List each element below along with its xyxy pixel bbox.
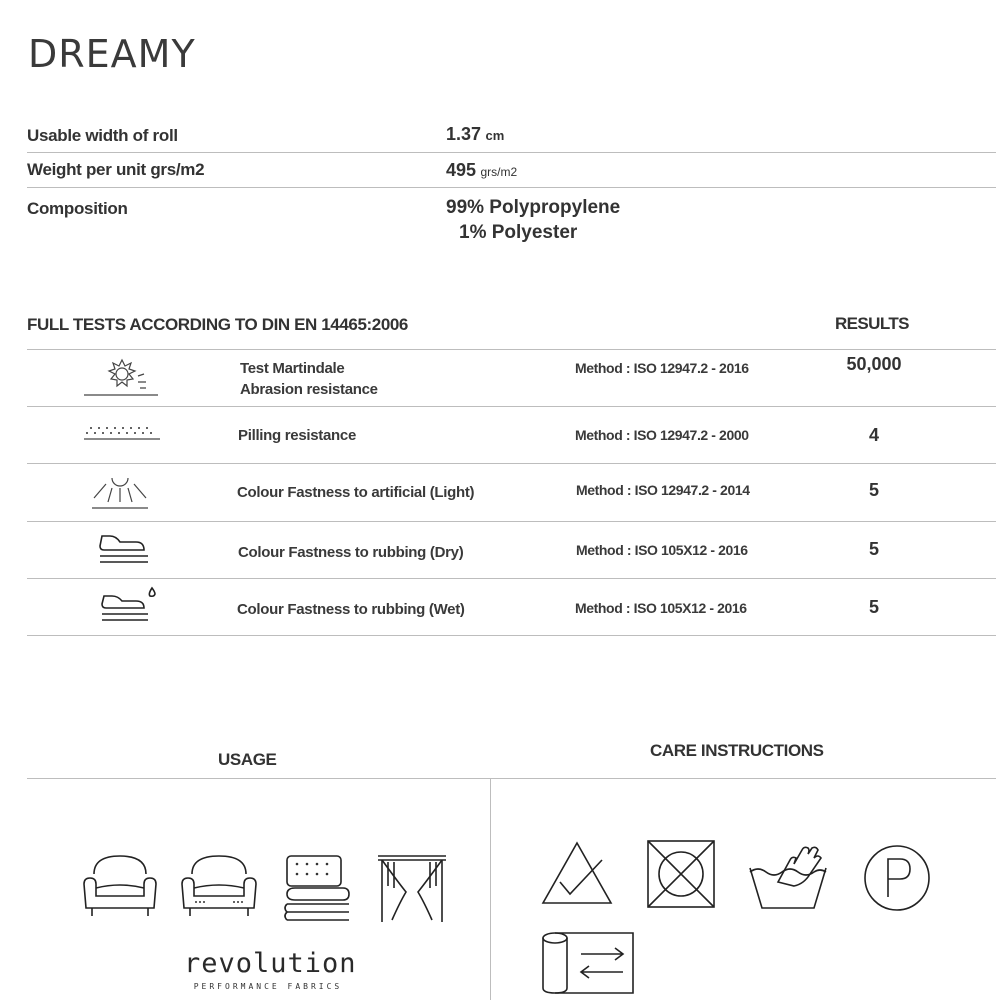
usage-heading: USAGE: [218, 750, 277, 769]
divider: [27, 463, 996, 464]
test-method: Method : ISO 105X12 - 2016: [575, 600, 747, 616]
spec-value-composition-2: 1% Polyester: [459, 222, 578, 243]
test-name: Colour Fastness to artificial (Light): [237, 484, 475, 501]
results-heading: RESULTS: [835, 314, 909, 333]
spec-label-width: Usable width of roll: [27, 126, 178, 145]
spec-value-width: 1.37 cm: [446, 124, 505, 144]
test-method: Method : ISO 12947.2 - 2014: [576, 482, 750, 498]
page-title: DREAMY: [28, 32, 196, 76]
test-name: Colour Fastness to rubbing (Dry): [238, 544, 464, 561]
professional-dry-clean-p-icon: [862, 843, 932, 918]
divider: [27, 578, 996, 579]
divider: [27, 187, 996, 188]
curtain-icon: [376, 852, 448, 929]
spec-label-composition: Composition: [27, 199, 128, 218]
pilling-icon: [82, 420, 162, 449]
divider: [27, 406, 996, 407]
divider: [27, 349, 996, 350]
bedding-icon: [283, 854, 353, 931]
test-name: Colour Fastness to rubbing (Wet): [237, 601, 465, 618]
do-not-tumble-dry-icon: [646, 839, 716, 914]
armchair-upholstered-icon: [178, 852, 260, 927]
divider: [27, 152, 996, 153]
test-method: Method : ISO 105X12 - 2016: [576, 542, 748, 558]
test-method: Method : ISO 12947.2 - 2000: [575, 427, 749, 443]
divider: [27, 635, 996, 636]
logo-subtext: PERFORMANCE FABRICS: [193, 982, 343, 991]
roll-direction-icon: [541, 930, 637, 1001]
tests-heading: FULL TESTS ACCORDING TO DIN EN 14465:2006: [27, 315, 408, 334]
test-result: 5: [868, 480, 879, 500]
revolution-logo: [184, 948, 357, 991]
martindale-abrasion-icon: [82, 352, 162, 403]
divider: [27, 778, 996, 779]
light-fastness-icon: [90, 470, 150, 519]
spec-value-composition-1: 99% Polypropylene: [446, 197, 621, 218]
armchair-icon: [80, 852, 160, 927]
test-result: 4: [868, 425, 879, 445]
test-method: Method : ISO 12947.2 - 2016: [575, 360, 749, 376]
test-result: 5: [868, 539, 879, 559]
spec-label-weight: Weight per unit grs/m2: [27, 160, 205, 179]
care-heading: CARE INSTRUCTIONS: [650, 741, 824, 760]
divider: [27, 521, 996, 522]
bleach-allowed-icon: [540, 840, 614, 911]
column-divider: [490, 779, 491, 1000]
spec-value-weight: 495 grs/m2: [446, 160, 518, 180]
test-name-line2: Abrasion resistance: [240, 381, 378, 398]
test-name: Test Martindale: [240, 360, 345, 377]
hand-wash-icon: [746, 842, 830, 917]
logo-text: revolution: [184, 948, 357, 979]
test-result: 5: [868, 597, 879, 617]
rubbing-wet-icon: [98, 584, 158, 629]
rubbing-dry-icon: [96, 530, 152, 571]
test-name: Pilling resistance: [238, 427, 356, 444]
test-result: 50,000: [846, 354, 902, 374]
